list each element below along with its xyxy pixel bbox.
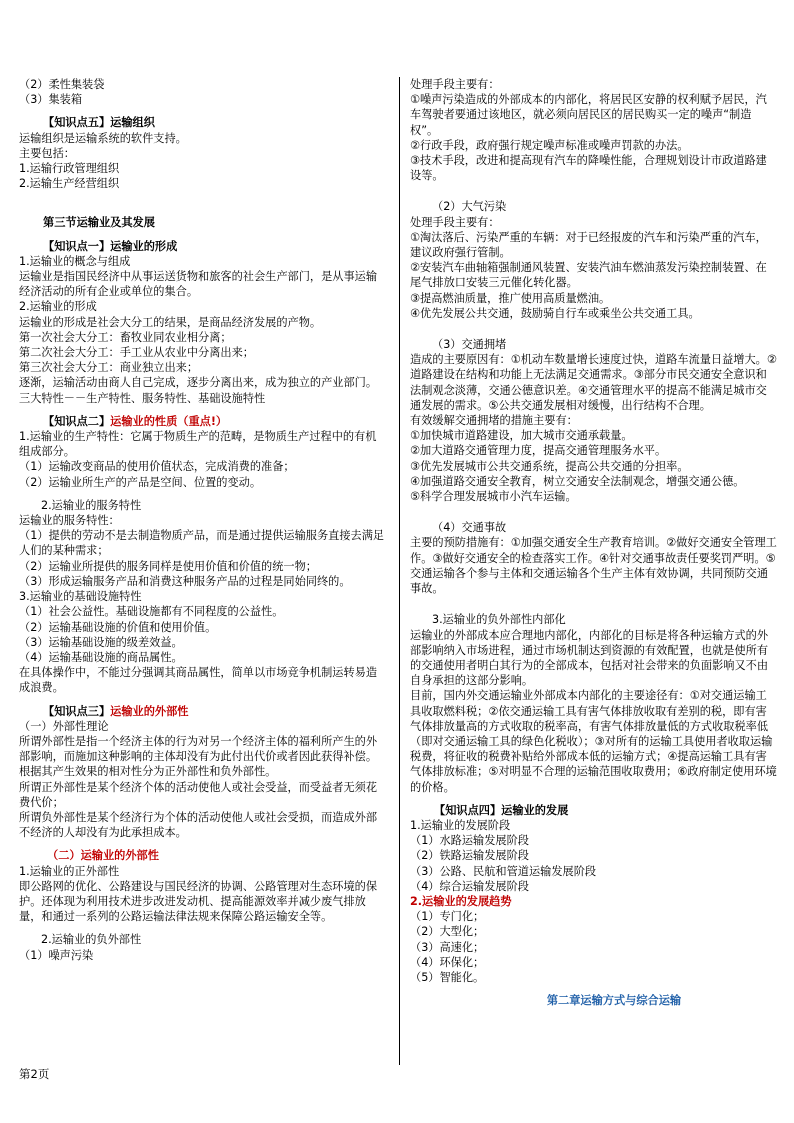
- text-line: 处理手段主要有：: [410, 78, 500, 91]
- text-line: 3.运输业的基础设施特性: [19, 590, 142, 604]
- text-paragraph: 即公路网的优化、公路建设与国民经济的协调、公路管理对生态环境的保护。还体现为利用技术进步改进发动机、提高能源效率并减少废气排放量，和通过一系列的公路运输法律法规来保障公路运输安全等。: [19, 879, 378, 924]
- section-heading: 【知识点五】运输组织: [43, 116, 155, 130]
- text-paragraph: 所谓负外部性是某个经济行为个体的活动使他人或社会受损，而造成外部不经济的人却没有为此承担成本。: [19, 810, 378, 840]
- text-line: （1）社会公益性。基础设施都有不同程度的公益性。: [19, 605, 284, 619]
- text-line: （5）智能化。: [410, 970, 485, 984]
- text-line: （4）环保化；: [410, 955, 485, 969]
- text-paragraph: 目前，国内外交通运输业外部成本内部化的主要途径有：①对交通运输工具收取燃料税；②依交通运输工具有害气体排放收取有差别的税，即有害气体排放量高的方式收取的税率高，有害气体排放量低的方式收取税率低（即对交通运输工具的绿色化税收）；③对所有的运输工具使用者收取运输税费，将征收的税费补贴给外部成本低的运输方式；④提高运输工具有害气体排放标准；⑤对明显不合理的运输范围收取费用；⑥政府制定使用环境的价格。: [410, 689, 777, 794]
- text-paragraph: 运输业是指国民经济中从事运送货物和旅客的社会生产部门，是从事运输经济活动的所有企业或单位的集合。: [19, 270, 378, 299]
- text-line: （1）水路运输发展阶段: [410, 834, 529, 848]
- text-line: （1）专门化；: [410, 910, 485, 924]
- text-line: （3）交通拥堵: [432, 338, 507, 352]
- text-paragraph: ①淘汰落后、污染严重的车辆：对于已经报废的汽车和污染严重的汽车，建议政府强行管制。: [410, 230, 767, 260]
- text-line: 运输业的形成是社会大分工的结果，是商品经济发展的产物。: [19, 315, 322, 329]
- text-line: 1.运输业的正外部性: [19, 864, 120, 878]
- left-column: [19, 77, 387, 963]
- section-title: 第三节运输业及其发展: [43, 216, 155, 230]
- text-line: （2）铁路运输发展阶段: [410, 849, 529, 863]
- heading-prefix: 【知识点二】: [43, 414, 111, 428]
- text-line: （2）运输基础设施的价值和使用价值。: [19, 620, 217, 634]
- chapter-title: 第二章运输方式与综合运输: [546, 994, 682, 1008]
- text-line: （1）运输改变商品的使用价值状态，完成消费的准备；: [19, 460, 295, 474]
- text-line: 2.运输业的负外部性: [41, 933, 142, 947]
- text-line: 有效缓解交通拥堵的措施主要有：: [410, 414, 578, 428]
- text-line: 三大特性－－生产特性、服务特性、基础设施特性: [19, 391, 266, 405]
- text-paragraph: 运输业的外部成本应合理地内部化，内部化的目标是将各种运输方式的外部影响纳入市场进程，通过市场机制达到资源的有效配置，也就是使所有的交通使用者明白其行为的全部成本，包括对社会带来的负面影响又不由自身承担的这部分影响。: [410, 628, 769, 688]
- text-line: ④加强道路交通安全教育，树立交通安全法制观念，增强交通公德。: [410, 474, 745, 488]
- heading-prefix: 【知识点三】: [43, 704, 111, 718]
- text-line: ④优先发展公共交通，鼓励骑自行车或乘坐公共交通工具。: [410, 306, 700, 320]
- page-number: 第2页: [19, 1067, 50, 1081]
- text-line: （2）柔性集装袋: [19, 78, 105, 91]
- text-line: ②加大道路交通管理力度，提高交通管理服务水平。: [410, 444, 667, 458]
- text-line: 运输业的服务特性：: [19, 514, 120, 528]
- text-line: （2）运输业所生产的产品是空间、位置的变动。: [19, 475, 262, 489]
- text-paragraph: ①噪声污染造成的外部成本的内部化，将居民区安静的权利赋予居民，汽车驾驶者要通过该地区，就必须向居民区的居民购买一定的噪声“制造权”。: [410, 93, 767, 137]
- text-line: 2.运输生产经营组织: [19, 177, 120, 191]
- text-line: （1）噪声污染: [19, 948, 94, 962]
- text-line: 第三次社会大分工：商业独立出来；: [19, 361, 199, 375]
- text-paragraph: 逐渐，运输活动由商人自己完成，逐步分离出来，成为独立的产业部门。: [19, 376, 378, 390]
- text-line: ①加快城市道路建设，加大城市交通承载量。: [410, 429, 633, 443]
- text-line: 第二次社会大分工：手工业从农业中分离出来；: [19, 346, 254, 360]
- text-paragraph: ②安装汽车曲轴箱强制通风装置、安装汽油车燃油蒸发污染控制装置、在尾气排放口安装三元催化转化器。: [410, 261, 767, 290]
- text-paragraph: 主要的预防措施有：①加强交通安全生产教育培训。②做好交通安全管理工作。③做好交通安全的检查落实工作。④针对交通事故责任要奖罚严明。⑤交通运输各个参与主体和交通运输各个生产主体有效协调，共同预防交通事故。: [410, 536, 777, 596]
- text-line: 处理手段主要有：: [410, 215, 500, 229]
- text-line: （3）运输基础设施的级差效益。: [19, 635, 183, 649]
- text-line: 主要包括：: [19, 146, 75, 160]
- text-line: 1.运输业的发展阶段: [410, 818, 511, 832]
- text-line: （3）形成运输服务产品和消费这种服务产品的过程是同始同终的。: [19, 574, 351, 588]
- text-line: （3）高速化；: [410, 940, 485, 954]
- text-line: （2）大气污染: [432, 200, 507, 214]
- column-divider: [399, 77, 400, 1065]
- text-paragraph: （1）提供的劳动不是去制造物质产品，而是通过提供运输服务直接去满足人们的某种需求；: [19, 529, 385, 558]
- text-line: 根据其产生效果的相对性分为正外部性和负外部性。: [19, 765, 277, 779]
- text-line: ②行政手段，政府强行规定噪声标准或噪声罚款的办法。: [410, 138, 689, 152]
- text-line: （4）综合运输发展阶段: [410, 879, 529, 893]
- text-paragraph: 所谓正外部性是某个经济个体的活动使他人或社会受益，而受益者无须花费代价；: [19, 780, 378, 809]
- text-line: ③提高燃油质量，推广使用高质量燃油。: [410, 291, 611, 305]
- text-paragraph: ③技术手段，改进和提高现有汽车的降噪性能，合理规划设计市政道路建设等。: [410, 154, 767, 183]
- text-paragraph: 造成的主要原因有：①机动车数量增长速度过快，道路车流量日益增大。②道路建设在结构和功能上无法满足交通需求。③部分市民交通安全意识和法制观念淡薄，交通公德意识差。④交通管理水平的提高不能满足城市交通发展的需求。⑤公共交通发展相对缓慢，出行结构不合理。: [410, 353, 777, 412]
- text-line: （4）运输基础设施的商品属性。: [19, 650, 183, 664]
- text-line-red: 2.运输业的发展趋势: [410, 894, 512, 908]
- text-line: （3）公路、民航和管道运输发展阶段: [410, 864, 597, 878]
- text-line: 1.运输业的概念与组成: [19, 254, 131, 268]
- text-line: 2.运输业的形成: [19, 300, 97, 314]
- section-heading-red: （二）运输业的外部性: [47, 849, 159, 863]
- section-heading: 【知识点四】运输业的发展: [434, 803, 569, 817]
- text-line: 运输组织是运输系统的软件支持。: [19, 131, 187, 145]
- text-line: （4）交通事故: [432, 521, 507, 535]
- text-line: ③优先发展城市公共交通系统，提高公共交通的分担率。: [410, 459, 689, 473]
- text-paragraph: 所谓外部性是指一个经济主体的行为对另一个经济主体的福利所产生的外部影响，而施加这种影响的主体却没有为此付出代价或者因此获得补偿。: [19, 734, 378, 764]
- heading-highlight: 运输业的外部性: [110, 704, 189, 718]
- text-paragraph: 在具体操作中，不能过分强调其商品属性，简单以市场竞争机制运转易造成浪费。: [19, 666, 378, 695]
- text-paragraph: 1.运输业的生产特性：它属于物质生产的范畴，是物质生产过程中的有机组成部分。: [19, 430, 377, 459]
- text-line: （2）运输业所提供的服务同样是使用价值和价值的统一物；: [19, 559, 317, 573]
- text-line: （2）大型化；: [410, 925, 485, 939]
- section-heading: 【知识点一】运输业的形成: [43, 239, 178, 253]
- text-line: ⑤科学合理发展城市小汽车运输。: [410, 490, 577, 504]
- text-line: （3）集装箱: [19, 93, 83, 107]
- heading-highlight: 运输业的性质（重点!）: [110, 414, 228, 428]
- text-line: 第一次社会大分工：畜牧业同农业相分离；: [19, 330, 232, 344]
- section-heading: [19, 704, 387, 719]
- right-column: [410, 77, 778, 1008]
- text-line: （一）外部性理论: [19, 719, 109, 733]
- text-line: 1.运输行政管理组织: [19, 162, 120, 176]
- text-line: 2.运输业的服务特性: [41, 498, 142, 512]
- text-line: 3.运输业的负外部性内部化: [432, 613, 566, 627]
- section-heading: [19, 414, 387, 429]
